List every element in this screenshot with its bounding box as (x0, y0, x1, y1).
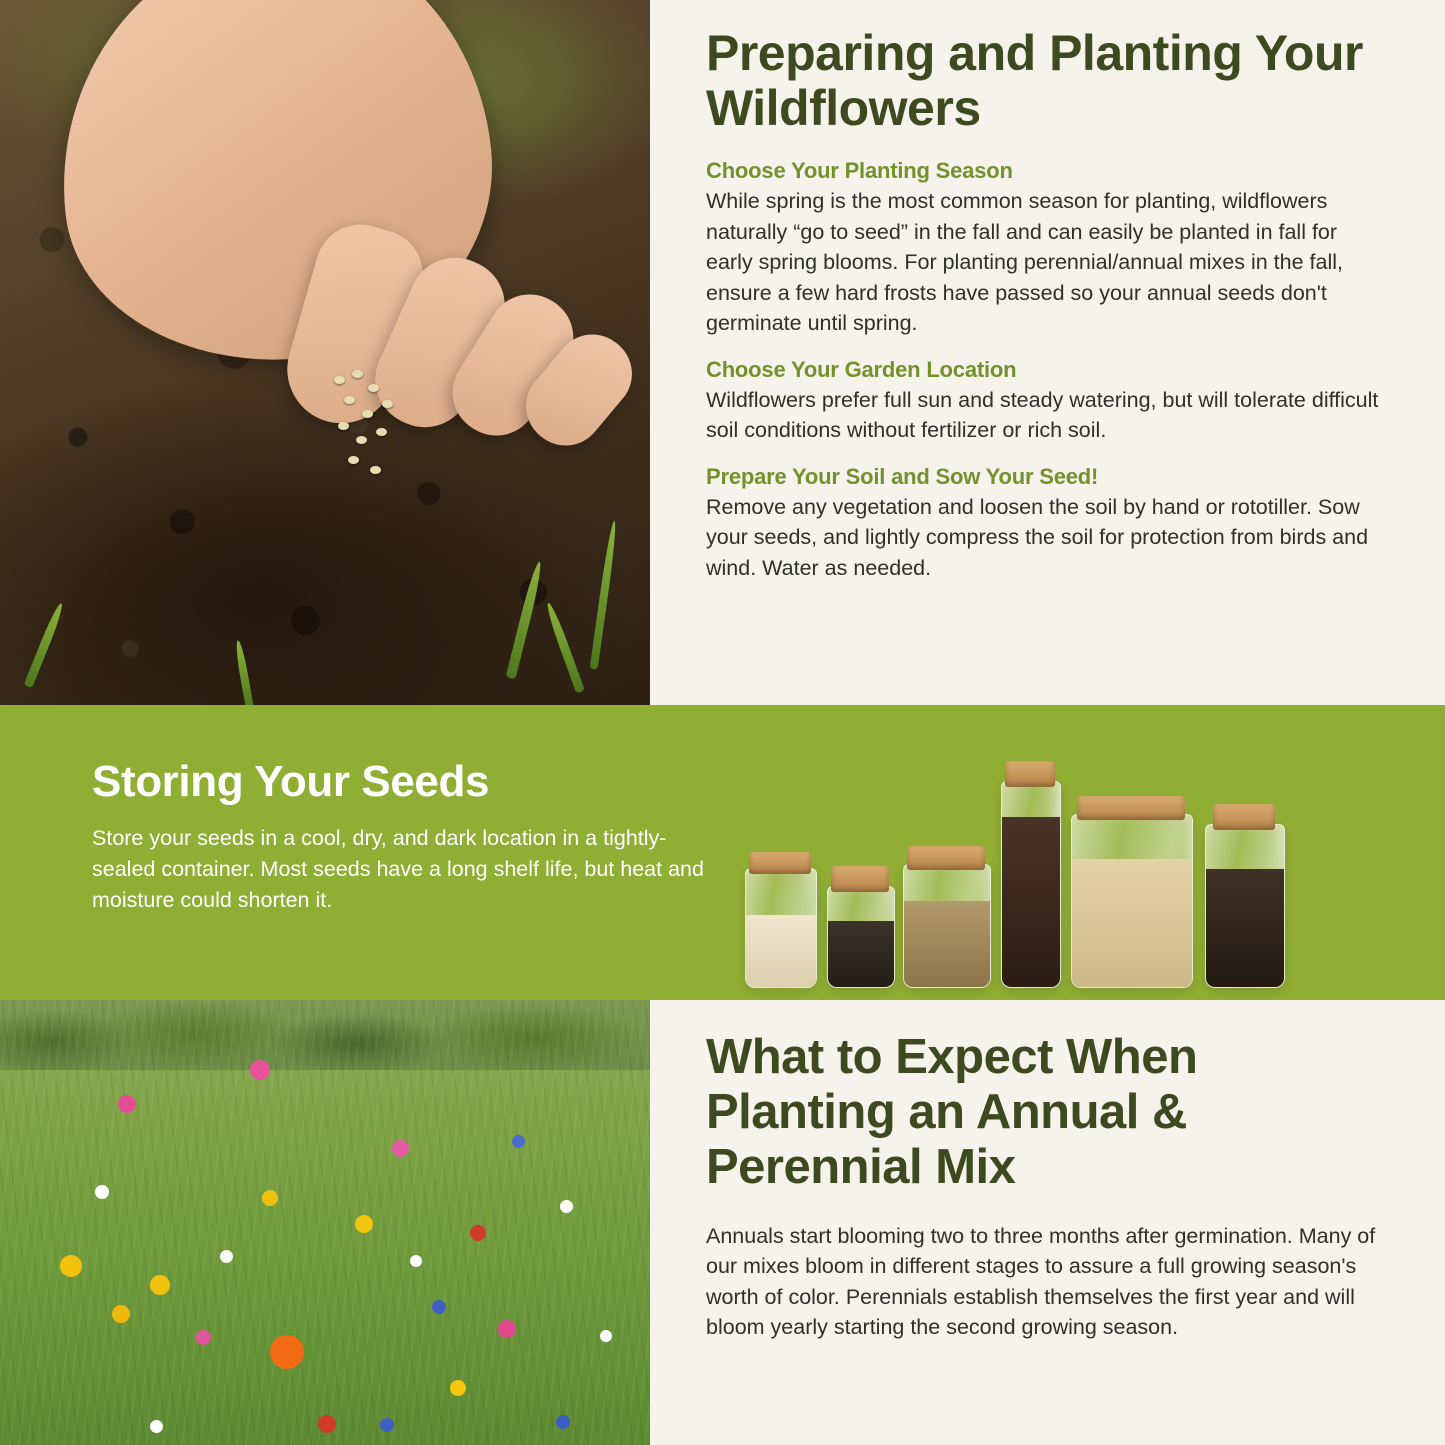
seed-jar (1071, 814, 1193, 988)
expect-body: Annuals start blooming two to three months after germination. Many of our mixes bloom in different stages to assure a full growing season's worth of color. Perennials establish themselves the first year and will bloom yearly starting the second growing season. (706, 1223, 1376, 1340)
flower-icon (380, 1418, 394, 1432)
flower-icon (150, 1420, 163, 1433)
section-preparing-planting (0, 0, 1445, 705)
flower-icon (432, 1300, 446, 1314)
seed-jar (903, 864, 991, 988)
flower-icon (450, 1380, 466, 1396)
wildflower-meadow-photo (0, 1000, 650, 1445)
flower-icon (112, 1305, 130, 1323)
cork-stopper (749, 852, 811, 874)
expect-title: What to Expect When Planting an Annual & Perennial Mix (706, 1030, 1198, 1194)
flower-icon (250, 1060, 270, 1080)
cork-stopper (907, 846, 985, 870)
seed-jars-photo (735, 730, 1355, 1000)
seed-jar (745, 868, 817, 988)
paragraph-prepare-soil: Remove any vegetation and loosen the soil by hand or rototiller. Sow your seeds, and lightly compress the soil for protection from birds and wind. Water as needed. (706, 494, 1369, 580)
flower-icon (560, 1200, 573, 1213)
hand-sowing-seeds-photo (0, 0, 650, 705)
section-preparing-text (650, 0, 1445, 705)
flower-icon (196, 1330, 211, 1345)
cork-stopper (1077, 796, 1185, 820)
section-storing-text (92, 757, 712, 917)
flower-icon (556, 1415, 570, 1429)
jar-contents (1002, 817, 1060, 987)
jar-contents (746, 915, 816, 987)
flower-icon (318, 1415, 336, 1433)
flower-icon (498, 1320, 516, 1338)
cork-stopper (831, 866, 889, 892)
flower-icon (220, 1250, 233, 1263)
flower-icon (60, 1255, 82, 1277)
jar-contents (828, 921, 894, 987)
cork-stopper (1213, 804, 1275, 830)
storing-body: Store your seeds in a cool, dry, and dark location in a tightly-sealed container. Most seeds have a long shelf life, but heat and moisture could shorten it. (92, 826, 704, 913)
seed-jar (1001, 781, 1061, 988)
flower-icon (410, 1255, 422, 1267)
section-what-to-expect (0, 1000, 1445, 1445)
cork-stopper (1005, 761, 1055, 787)
paragraph-planting-season: While spring is the most common season for planting, wildflowers naturally “go to seed” in the fall and can easily be planted in fall for early spring blooms. For planting perennial/annual mixes in the fall, ensure a few hard frosts have passed so your annual seeds don't germinate until spring. (706, 189, 1343, 336)
seed-jar (1205, 824, 1285, 988)
flower-icon (600, 1330, 612, 1342)
seeds-group (330, 370, 420, 480)
heading-planting-season: Choose Your Planting Season (706, 158, 1013, 183)
flower-icon (270, 1335, 304, 1369)
flower-icon (118, 1095, 136, 1113)
meadow-grass-texture (0, 1000, 650, 1445)
flower-icon (150, 1275, 170, 1295)
flower-icon (95, 1185, 109, 1199)
paragraph-garden-location: Wildflowers prefer full sun and steady watering, but will tolerate difficult soil conditions without fertilizer or rich soil. (706, 387, 1379, 443)
flower-icon (512, 1135, 525, 1148)
flower-icon (262, 1190, 278, 1206)
section-expect-text (650, 1000, 1445, 1445)
heading-garden-location: Choose Your Garden Location (706, 356, 1017, 382)
flower-icon (392, 1140, 409, 1157)
flower-icon (355, 1215, 373, 1233)
jar-contents (1206, 869, 1284, 987)
jar-contents (904, 901, 990, 987)
heading-prepare-soil: Prepare Your Soil and Sow Your Seed! (706, 463, 1099, 489)
seed-jar (827, 886, 895, 988)
section-storing-seeds (0, 705, 1445, 1000)
jar-contents (1072, 859, 1192, 987)
flower-icon (470, 1225, 486, 1241)
storing-title: Storing Your Seeds (92, 757, 490, 806)
page-title: Preparing and Planting Your Wildflowers (706, 25, 1363, 136)
